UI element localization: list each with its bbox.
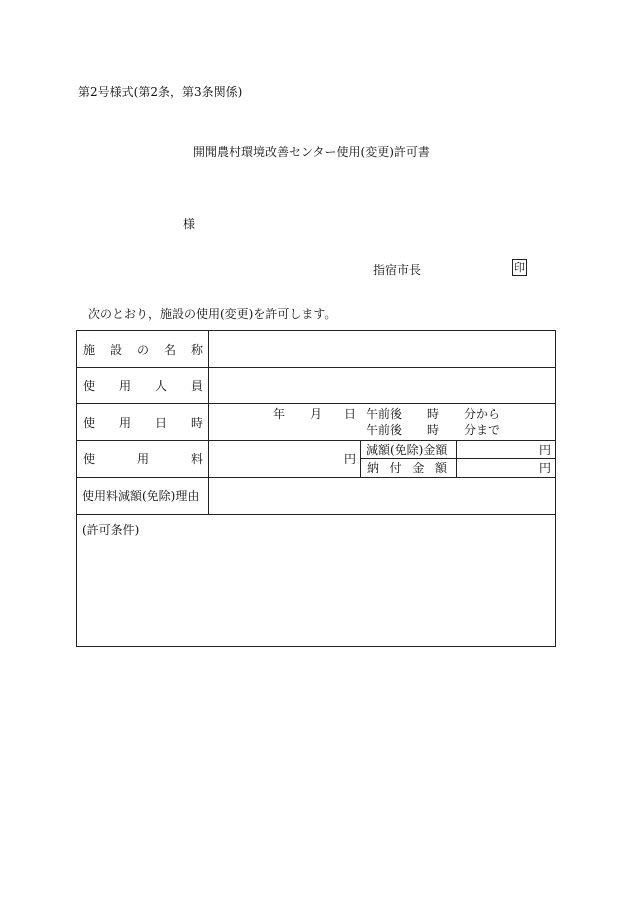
payment-yen-unit: 円 bbox=[539, 461, 552, 475]
facility-name-label: 施 設 の 名 称 bbox=[83, 343, 203, 357]
fee-column-divider bbox=[360, 440, 361, 477]
document-title: 開聞農村環境改善センター使用(変更)許可書 bbox=[193, 145, 430, 159]
row-divider bbox=[77, 367, 555, 368]
start-minute-unit: 分から bbox=[464, 407, 501, 421]
end-hour-unit: 時 bbox=[427, 423, 440, 437]
users-label: 使 用 人 員 bbox=[83, 379, 203, 393]
row-divider bbox=[77, 403, 555, 404]
payment-label: 納 付 金 額 bbox=[367, 461, 447, 475]
fee-subrow-divider bbox=[360, 458, 555, 459]
form-number: 第2号様式(第2条，第3条関係) bbox=[78, 85, 243, 99]
intro-text: 次のとおり，施設の使用(変更)を許可します。 bbox=[88, 307, 337, 321]
date-year-unit: 年 bbox=[273, 407, 286, 421]
facility-name-value[interactable] bbox=[212, 334, 552, 364]
reduction-yen-unit: 円 bbox=[539, 443, 552, 457]
date-month-unit: 月 bbox=[310, 407, 323, 421]
row-divider bbox=[77, 440, 555, 441]
datetime-label: 使 用 日 時 bbox=[83, 416, 203, 430]
fee-yen-unit: 円 bbox=[344, 452, 357, 466]
reduction-label: 減額(免除)金額 bbox=[366, 443, 448, 457]
label-column-divider bbox=[208, 331, 209, 514]
reason-value[interactable] bbox=[212, 481, 552, 511]
start-ampm: 午前後 bbox=[366, 407, 403, 421]
fee-label: 使 用 料 bbox=[83, 452, 203, 466]
addressee-suffix: 様 bbox=[183, 217, 196, 231]
fee-amount-divider bbox=[456, 440, 457, 477]
start-hour-unit: 時 bbox=[427, 407, 440, 421]
seal-mark: 印 bbox=[514, 261, 525, 274]
conditions-label: (許可条件) bbox=[82, 523, 140, 537]
users-value[interactable] bbox=[212, 370, 552, 400]
row-divider bbox=[77, 514, 555, 515]
row-divider bbox=[77, 477, 555, 478]
reason-label: 使用料減額(免除)理由 bbox=[82, 489, 200, 503]
end-minute-unit: 分まで bbox=[464, 423, 501, 437]
end-ampm: 午前後 bbox=[366, 423, 403, 437]
permit-form-table bbox=[76, 330, 556, 647]
date-day-unit: 日 bbox=[344, 407, 357, 421]
issuer-name: 指宿市長 bbox=[373, 263, 422, 277]
